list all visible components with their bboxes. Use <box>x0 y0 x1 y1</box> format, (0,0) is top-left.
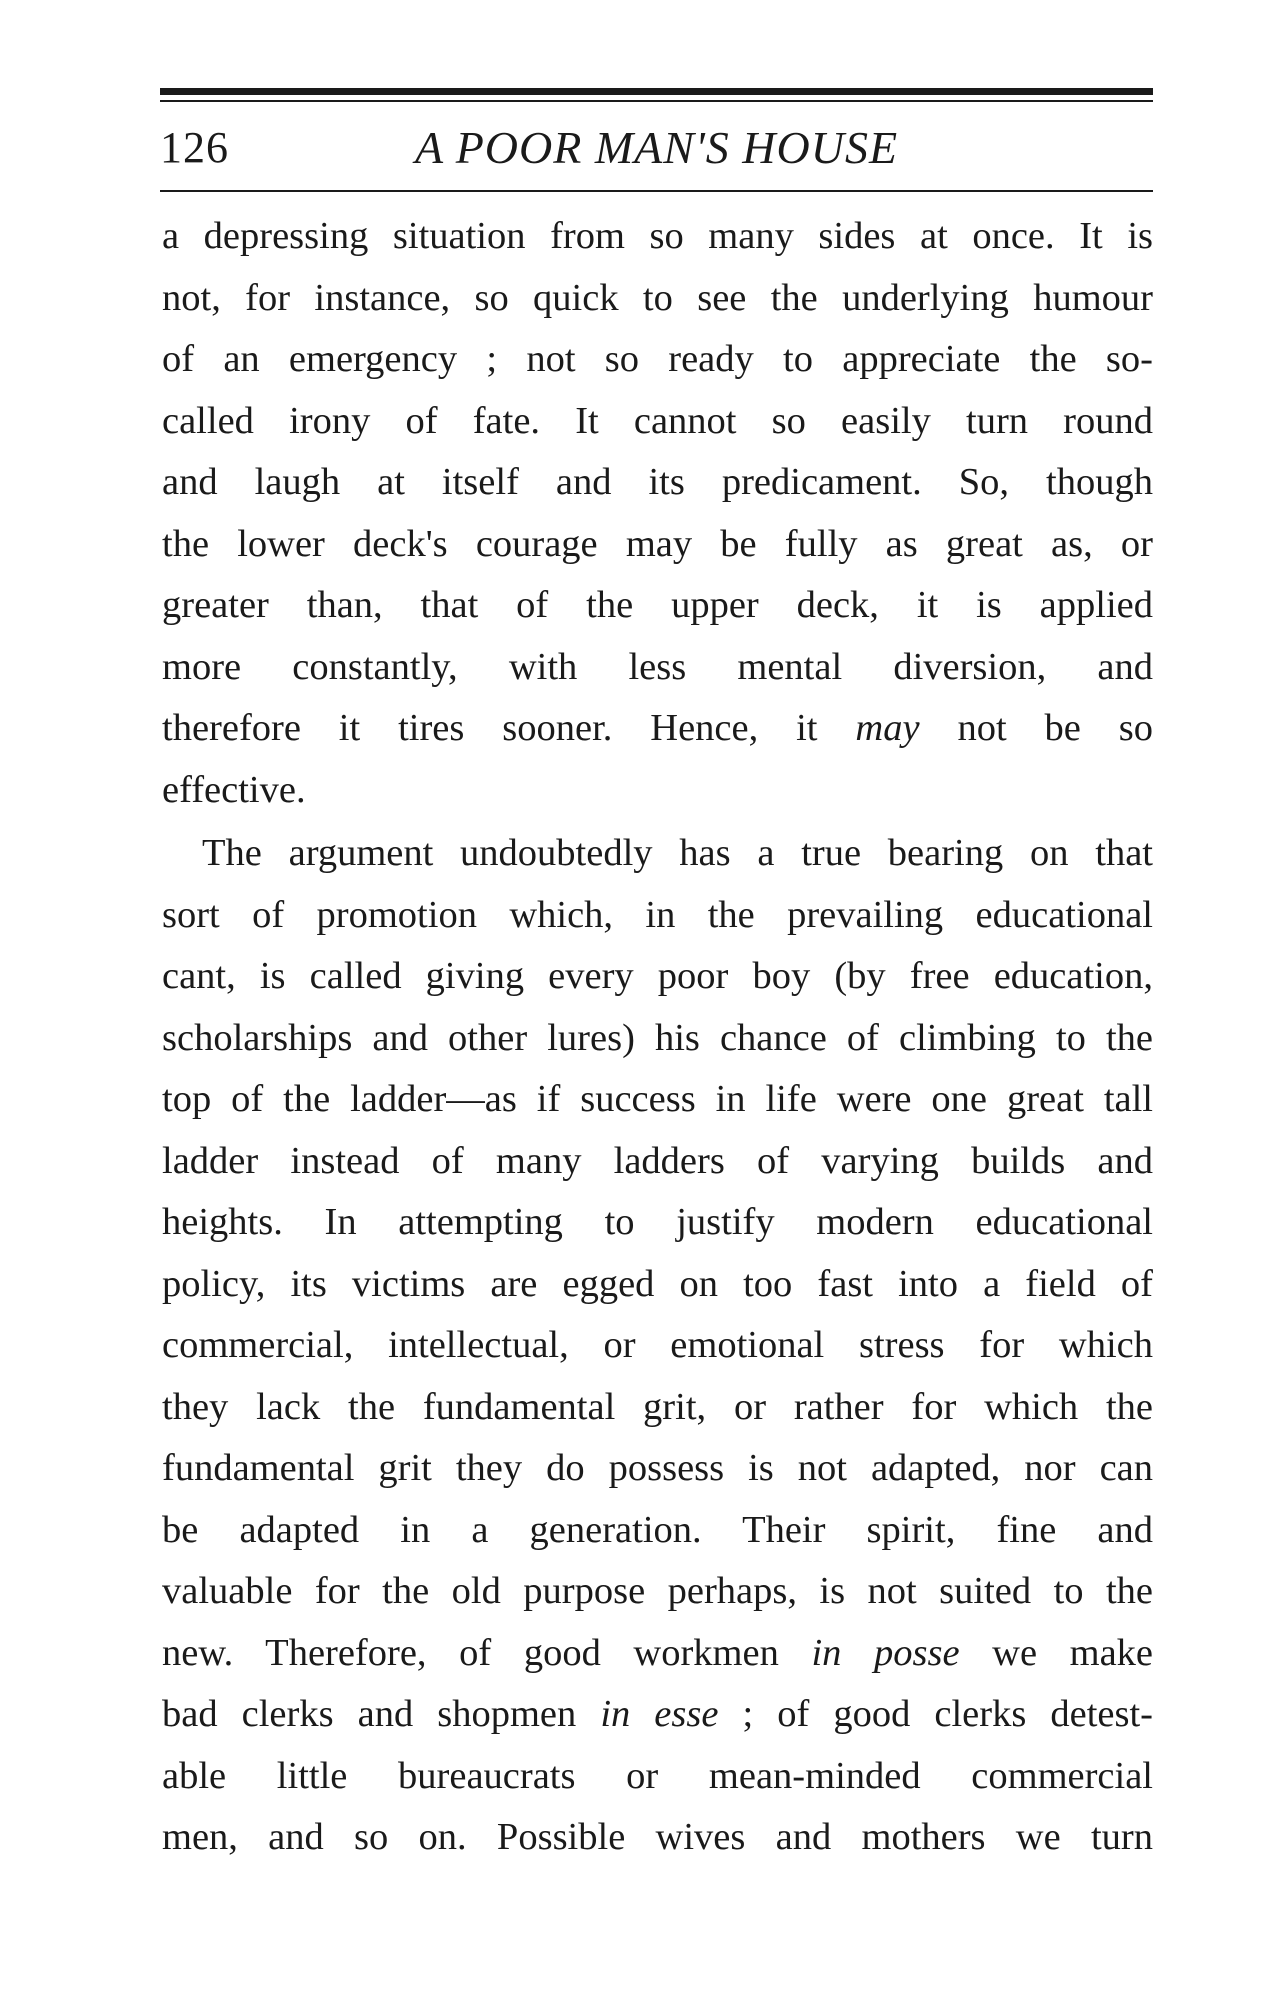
paragraph-1 <box>162 206 1153 821</box>
header-rule <box>160 190 1153 192</box>
text-line: The argument undoubtedly has a true bearing on that <box>202 832 1153 874</box>
text-line: top of the ladder—as if success in life were one great tall <box>162 1078 1153 1120</box>
text-line: called irony of fate. It cannot so easily turn round <box>162 399 1153 442</box>
italic-emphasis: in posse <box>811 1631 960 1674</box>
text-line: men, and so on. Possible wives and mothers we turn <box>162 1816 1153 1858</box>
text-line: commercial, intellectual, or emotional stress for which <box>162 1324 1153 1366</box>
top-thick-rule <box>160 88 1153 95</box>
text-line: therefore it tires sooner. Hence, it may not be so <box>162 707 1153 749</box>
text-line: not, for instance, so quick to see the underlying humour <box>162 276 1153 319</box>
text-line: bad clerks and shopmen in esse ; of good clerks detest- <box>162 1693 1153 1735</box>
running-title: A POOR MAN'S HOUSE <box>414 122 899 173</box>
running-header <box>160 118 1153 178</box>
text-line: scholarships and other lures) his chance of climbing to the <box>162 1016 1153 1059</box>
text-line: sort of promotion which, in the prevailing educational <box>162 893 1153 936</box>
text-line: greater than, that of the upper deck, it is applied <box>162 584 1153 626</box>
text-line: effective. <box>162 768 306 811</box>
text-line: be adapted in a generation. Their spirit, fine and <box>162 1508 1153 1551</box>
top-thin-rule <box>160 100 1153 102</box>
text-line: the lower deck's courage may be fully as great as, or <box>162 522 1153 565</box>
body-text <box>162 206 1153 1869</box>
text-line: and laugh at itself and its predicament. So, though <box>162 461 1153 503</box>
italic-emphasis: in esse <box>600 1693 719 1735</box>
text-line: fundamental grit they do possess is not adapted, nor can <box>162 1447 1153 1489</box>
text-line: policy, its victims are egged on too fast into a field of <box>162 1262 1153 1305</box>
text-line: heights. In attempting to justify modern educational <box>162 1201 1153 1243</box>
text-line: able little bureaucrats or mean-minded commercial <box>162 1754 1153 1797</box>
text-line: cant, is called giving every poor boy (by free education, <box>162 955 1153 997</box>
text-line: of an emergency ; not so ready to appreciate the so- <box>162 338 1153 380</box>
text-line: they lack the fundamental grit, or rather for which the <box>162 1385 1153 1428</box>
text-line: a depressing situation from so many sides at once. It is <box>162 215 1153 257</box>
text-line: valuable for the old purpose perhaps, is not suited to the <box>162 1570 1153 1612</box>
text-line: ladder instead of many ladders of varying builds and <box>162 1139 1153 1182</box>
text-line: more constantly, with less mental diversion, and <box>162 645 1153 688</box>
italic-emphasis: may <box>855 707 920 749</box>
text-line: new. Therefore, of good workmen in posse we make <box>162 1631 1154 1674</box>
paragraph-2 <box>162 823 1153 1869</box>
page-number: 126 <box>160 123 229 172</box>
